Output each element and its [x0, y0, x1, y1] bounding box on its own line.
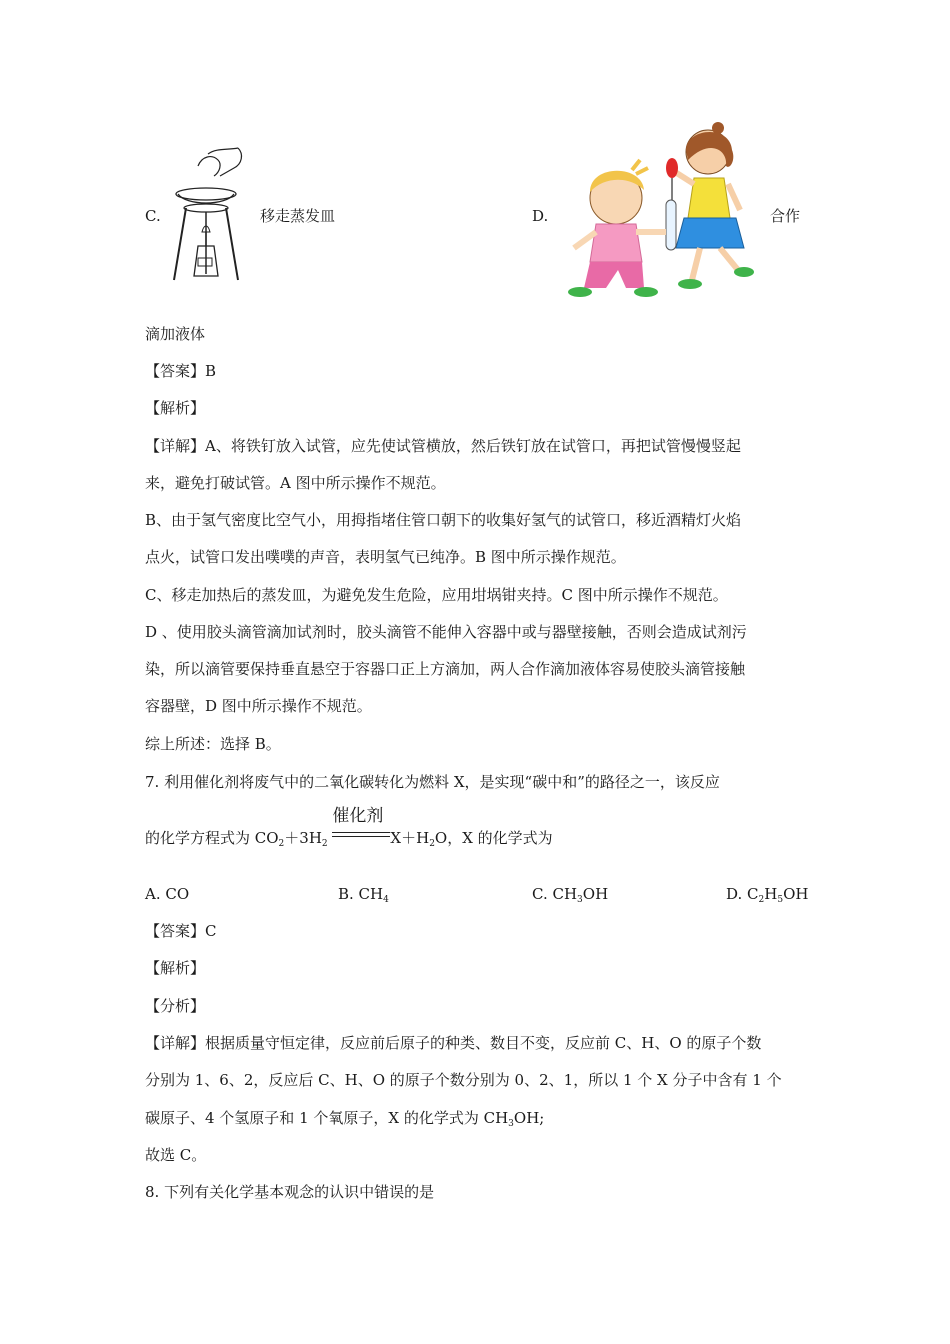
equal-line-top [332, 832, 390, 833]
q7-stem-prefix: 的化学方程式为 CO [145, 829, 279, 847]
option-d-text-wrap: 滴加液体 [145, 325, 206, 343]
equal-line-bottom [332, 836, 390, 837]
q6-analysis-heading: 【解析】 [145, 399, 206, 417]
q7-option-c-tail: OH [582, 885, 609, 903]
q6-c-line-1: C、移走加热后的蒸发皿，为避免发生危险，应用坩埚钳夹持。C 图中所示操作不规范。 [145, 586, 728, 604]
two-girls-dropper-figure [560, 120, 770, 310]
catalyst-label: 催化剂 [332, 806, 384, 826]
x-plus-h: X＋H [390, 829, 430, 847]
q7-option-d-tail: OH [783, 885, 809, 903]
q7-stem-tail: O，X 的化学式为 [434, 829, 553, 847]
q6-d-line-2: 染，所以滴管要保持垂直悬空于容器口正上方滴加，两人合作滴加液体容易使胶头滴管接触 [145, 660, 746, 678]
q6-d-line-3: 容器壁，D 图中所示操作不规范。 [145, 697, 372, 715]
q6-detail-line-2: 来，避免打破试管。A 图中所示操作不规范。 [145, 474, 446, 492]
q7-option-b [338, 884, 389, 910]
q7-option-d-main: D. C [726, 885, 759, 903]
h2o-subscript: 2 [429, 839, 435, 849]
q7-option-b-sub: 4 [383, 895, 389, 905]
q7-conclusion: 故选 C。 [145, 1146, 207, 1164]
q7-option-c-sub: 3 [577, 895, 583, 905]
q7-option-b-main: B. CH [338, 885, 384, 903]
q8-stem: 8. 下列有关化学基本观念的认识中错误的是 [145, 1183, 435, 1201]
option-d-text: 合作 [770, 207, 801, 225]
q6-summary: 综上所述：选择 B。 [145, 735, 281, 753]
q7-detail-line-3-sub: 3 [508, 1119, 514, 1129]
evaporating-dish-figure [168, 146, 250, 286]
plus-3h: ＋3H [284, 829, 322, 847]
q7-option-c-main: C. CH [532, 885, 578, 903]
q7-option-c [532, 884, 608, 910]
h2-subscript: 2 [321, 839, 328, 849]
q7-detail-line-3-main: 碳原子、4 个氢原子和 1 个氧原子，X 的化学式为 CH [145, 1109, 509, 1127]
option-c-letter: C. [145, 207, 161, 225]
q6-b-line-1: B、由于氢气密度比空气小，用拇指堵住管口朝下的收集好氢气的试管口，移近酒精灯火焰 [145, 511, 742, 529]
q6-d-line-1: D 、使用胶头滴管滴加试剂时，胶头滴管不能伸入容器中或与器壁接触，否则会造成试剂污 [145, 623, 747, 641]
q6-answer: 【答案】B [145, 362, 217, 380]
q7-stem-line-1: 7. 利用催化剂将废气中的二氧化碳转化为燃料 X，是实现“碳中和”的路径之一，该反应 [145, 773, 720, 791]
q7-answer: 【答案】C [145, 922, 217, 940]
q7-detail-line-1: 【详解】根据质量守恒定律，反应前后原子的种类、数目不变，反应前 C、H、O 的原子个数 [145, 1034, 762, 1052]
q7-option-d [726, 884, 808, 910]
q7-option-a: A. CO [145, 885, 190, 903]
catalyst-arrow [332, 806, 390, 848]
q7-equation-line [145, 806, 553, 854]
q7-detail-line-2: 分别为 1、6、2，反应后 C、H、O 的原子个数分别为 0、2、1，所以 1 个 X 分子中含有 1 个 [145, 1071, 782, 1089]
q7-option-d-sub2: 5 [777, 895, 784, 905]
q6-detail-line-1: 【详解】A、将铁钉放入试管，应先使试管横放，然后铁钉放在试管口，再把试管慢慢竖起 [145, 437, 741, 455]
q7-fenxi-heading: 【分析】 [145, 997, 206, 1015]
q7-detail-line-3-tail: OH; [513, 1109, 545, 1127]
option-c-text: 移走蒸发皿 [260, 207, 336, 225]
q7-option-d-mid: H [764, 885, 778, 903]
q7-analysis-heading: 【解析】 [145, 959, 206, 977]
option-d-letter: D. [532, 207, 549, 225]
q6-b-line-2: 点火，试管口发出噗噗的声音，表明氢气已纯净。B 图中所示操作规范。 [145, 548, 626, 566]
q7-option-d-sub1: 2 [758, 895, 765, 905]
q7-detail-line-3 [145, 1108, 544, 1134]
co2-subscript: 2 [278, 839, 285, 849]
